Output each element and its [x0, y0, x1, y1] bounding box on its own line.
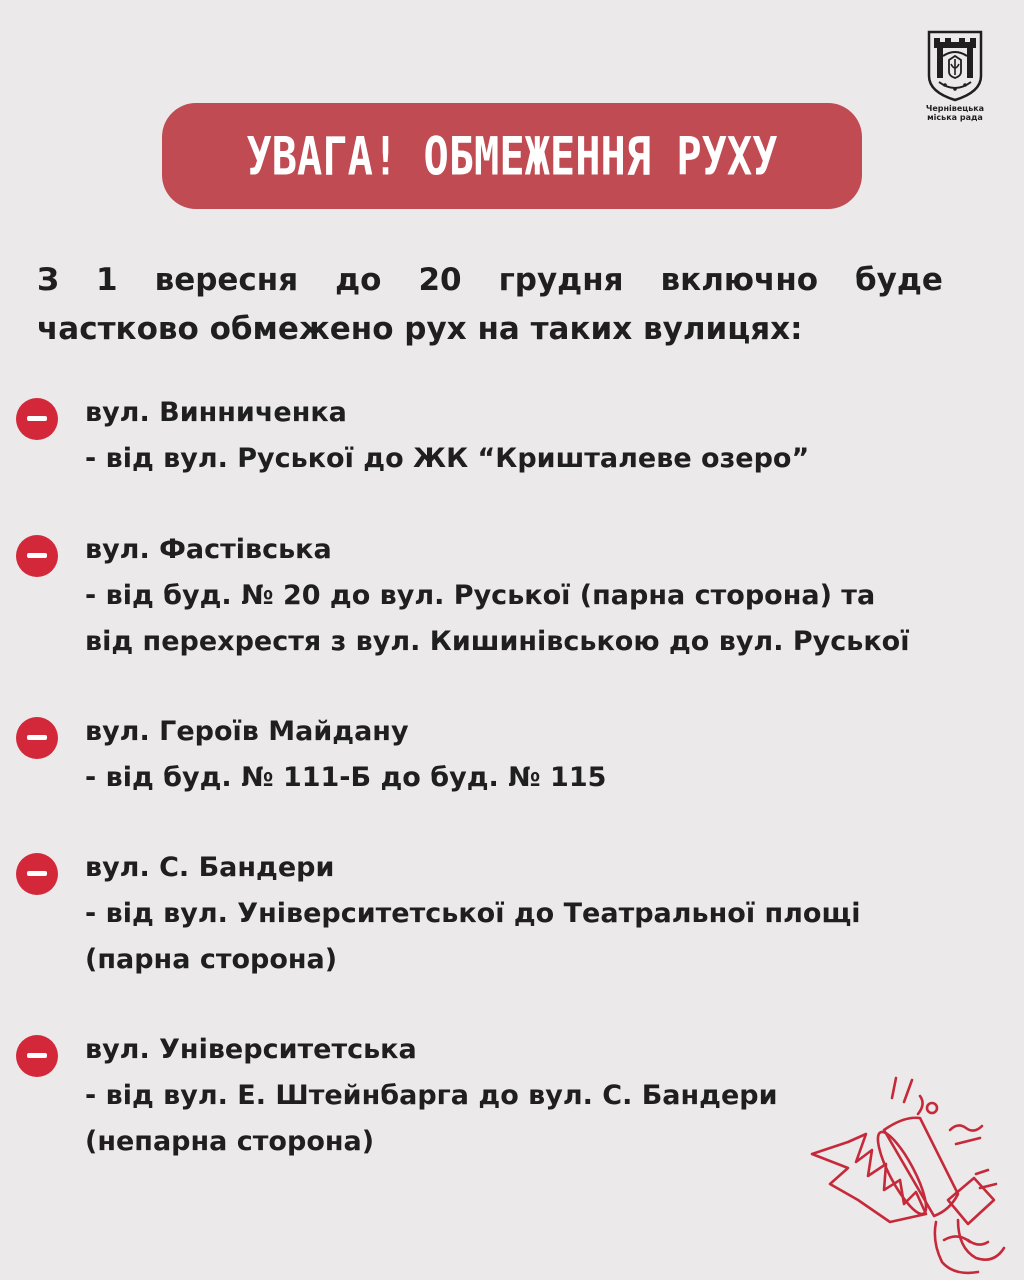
logo-caption-line2: міська рада: [927, 113, 983, 122]
list-item-text: [85, 527, 909, 665]
megaphone-icon: [808, 1072, 1018, 1276]
intro-word: З: [37, 262, 60, 298]
city-coat-of-arms-icon: [925, 28, 985, 102]
minus-circle-icon: [16, 717, 58, 759]
intro-word: вересня: [154, 262, 299, 298]
intro-line-2: частково обмежено рух на таких вулицях:: [37, 311, 803, 347]
logo-caption-line1: Чернівецька: [925, 104, 985, 113]
warning-banner: [162, 103, 862, 209]
intro-word: буде: [855, 262, 943, 298]
street-section: від перехрестя з вул. Кишинівською до вул. Руської: [85, 626, 910, 657]
street-name: вул. Фастівська: [85, 534, 332, 565]
banner-title: УВАГА! ОБМЕЖЕННЯ РУХУ: [246, 125, 778, 187]
list-item-text: [85, 390, 809, 482]
intro-line-1: [37, 256, 943, 305]
logo-caption: [926, 104, 984, 122]
list-item-text: [85, 845, 861, 983]
intro-word: включно: [660, 262, 819, 298]
city-council-logo: [925, 28, 985, 122]
street-section: (парна сторона): [85, 944, 338, 975]
intro-word: до: [335, 262, 382, 298]
list-item-text: [85, 709, 606, 801]
street-section: - від вул. Руської до ЖК “Кришталеве озеро”: [85, 443, 810, 474]
minus-circle-icon: [16, 1035, 58, 1077]
street-section: - від вул. Е. Штейнбарга до вул. С. Бандери: [85, 1080, 778, 1111]
street-name: вул. С. Бандери: [85, 852, 335, 883]
street-name: вул. Героїв Майдану: [85, 716, 409, 747]
intro-word: 20: [418, 262, 462, 298]
street-section: - від буд. № 20 до вул. Руської (парна сторона) та: [85, 580, 876, 611]
intro-word: 1: [96, 262, 118, 298]
minus-circle-icon: [16, 398, 58, 440]
street-name: вул. Винниченка: [85, 397, 347, 428]
list-item-text: [85, 1027, 778, 1165]
street-section: (непарна сторона): [85, 1126, 375, 1157]
minus-circle-icon: [16, 535, 58, 577]
intro-word: грудня: [498, 262, 624, 298]
minus-circle-icon: [16, 853, 58, 895]
street-name: вул. Університетська: [85, 1034, 417, 1065]
street-section: - від буд. № 111-Б до буд. № 115: [85, 762, 607, 793]
intro-text: [37, 256, 943, 354]
street-section: - від вул. Університетської до Театральної площі: [85, 898, 861, 929]
